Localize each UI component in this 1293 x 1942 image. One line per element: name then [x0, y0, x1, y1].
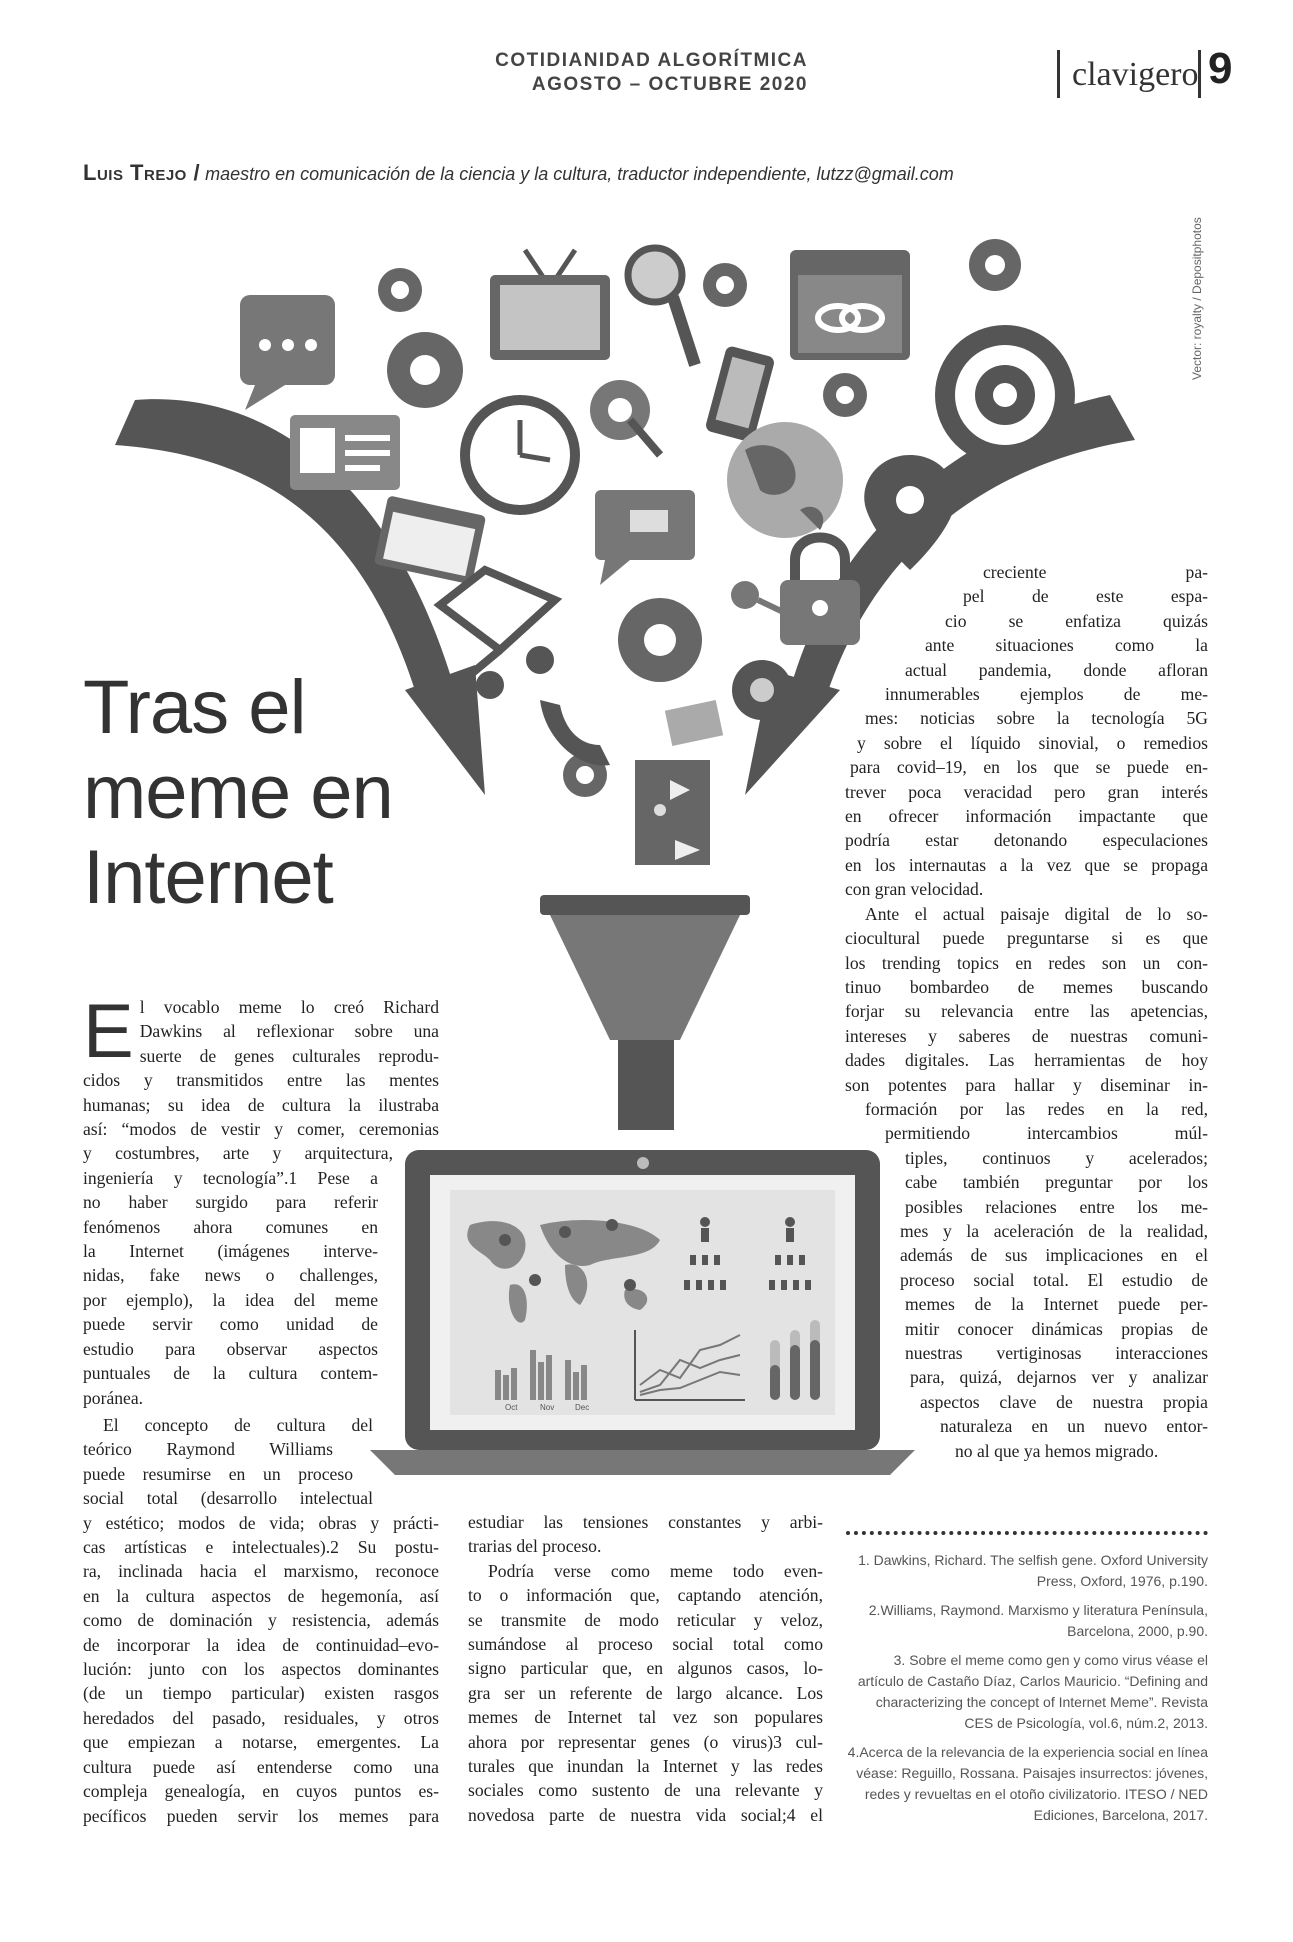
- text-line: sociales como sustento de una relevante y: [468, 1780, 823, 1801]
- image-file-icon: [635, 760, 710, 865]
- text-line: ciocultural puede preguntarse si es que: [845, 928, 1208, 949]
- text-line: así: “modos de vestir y comer, ceremonias: [83, 1119, 439, 1140]
- text-line: ahora por representar genes (o virus)3 cul-: [468, 1731, 823, 1752]
- text-line: nidas, fake news o challenges,: [83, 1265, 378, 1286]
- wrench-gear-icon: [590, 380, 660, 455]
- title-line: Tras el: [83, 665, 306, 750]
- text-line: compleja genealogía, en cuyos puntos es-: [83, 1781, 439, 1802]
- text-line: estudiar las tensiones constantes y arbi-: [468, 1512, 823, 1532]
- magnifier-icon: [628, 248, 695, 365]
- text-line: y sobre el líquido sinovial, o remedios: [857, 732, 1208, 753]
- text-line: innumerables ejemplos de me-: [885, 684, 1208, 705]
- text-line: posibles relaciones entre los me-: [905, 1196, 1208, 1217]
- text-line: memes de Internet tal vez son populares: [468, 1707, 823, 1728]
- text-line: gra ser un referente de largo alcance. Los: [468, 1682, 823, 1703]
- text-line: formación por las redes en la red,: [865, 1098, 1208, 1119]
- text-line: puede resumirse en un proceso: [83, 1463, 353, 1484]
- padlock-key-icon: [731, 538, 860, 646]
- text-line: que empiezan a notarse, emergentes. La: [83, 1732, 439, 1753]
- title-line: Internet: [83, 835, 333, 920]
- text-line: cas artísticas e intelectuales).2 Su postu-: [83, 1537, 439, 1558]
- text-line: podría estar detonando especulaciones: [845, 830, 1208, 851]
- image-credit: Vector: royalty / Depositphotos: [1190, 217, 1204, 380]
- text-line: forjar su relevancia entre las apetencias,: [845, 1001, 1208, 1022]
- author-name: Luis Trejo /: [83, 160, 201, 185]
- article-column-1: [83, 989, 439, 1410]
- text-line: Dawkins al reflexionar sobre una: [139, 1021, 439, 1042]
- cd-icon: [732, 660, 792, 720]
- text-line: (de un tiempo particular) existen rasgos: [83, 1683, 439, 1704]
- footnote-divider: [846, 1531, 1208, 1535]
- text-line: trever poca veracidad pero gran interés: [845, 781, 1208, 802]
- text-line: l vocablo meme lo creó Richard: [139, 997, 439, 1017]
- text-line: como de dominación y resistencia, además: [83, 1610, 439, 1631]
- text-line: signo particular que, en algunos casos, lo-: [468, 1658, 823, 1679]
- footnote-3: 3. Sobre el meme como gen y como virus véase el artículo de Castaño Díaz, Carlos Mauricio. “Defining and characterizing the concept of Internet Meme”. Revista CES de Psicología, vol.6, núm.2, 2013.: [857, 1652, 1208, 1731]
- brand-logo: clavigero: [1072, 56, 1199, 93]
- text-line: mes y la aceleración de la realidad,: [900, 1220, 1208, 1241]
- text-line: pecíficos pueden servir los memes para: [83, 1805, 439, 1826]
- text-line: y costumbres, arte y arquitectura,: [83, 1143, 393, 1164]
- text-line: la Internet (imágenes interve-: [83, 1241, 378, 1262]
- footnote-2: 2.Williams, Raymond. Marxismo y literatura Península, Barcelona, 2000, p.90.: [868, 1602, 1208, 1639]
- text-line: en los internautas a la vez que se propaga: [845, 854, 1208, 875]
- text-line: poránea.: [83, 1387, 144, 1408]
- phone-handset-icon: [540, 700, 610, 766]
- video-chat-icon: [595, 490, 695, 585]
- text-line: proceso social total. El estudio de: [900, 1269, 1208, 1290]
- text-line: to o información que, captando atención,: [468, 1585, 823, 1606]
- page-number: 9: [1208, 44, 1233, 93]
- funnel-icon: [540, 895, 750, 1130]
- text-line: social total (desarrollo intelectual: [83, 1488, 373, 1509]
- text-line: pel de este espa-: [963, 586, 1208, 607]
- text-line: cabe también preguntar por los: [905, 1172, 1208, 1193]
- text-line: creciente pa-: [983, 562, 1208, 582]
- text-line: son potentes para hallar y diseminar in-: [845, 1074, 1208, 1095]
- text-line: permitiendo intercambios múl-: [885, 1123, 1208, 1144]
- text-line: puntuales de la cultura contem-: [83, 1363, 378, 1384]
- footnote-4: 4.Acerca de la relevancia de la experiencia social en línea véase: Reguillo, Rossana. Paisajes insurrectos: jóvenes, redes y revueltas en el otoño civilizatorio. ITESO / NED Ediciones, Barcelona, 2017.: [847, 1744, 1208, 1823]
- text-line: se transmite de modo reticular y veloz,: [468, 1609, 823, 1630]
- issue-date: AGOSTO – OCTUBRE 2020: [531, 74, 808, 95]
- text-line: para, quizá, dejarnos ver y analizar: [910, 1367, 1208, 1388]
- text-line: fenómenos ahora comunes en: [83, 1216, 378, 1237]
- section-title: COTIDIANIDAD ALGORÍTMICA: [495, 50, 808, 71]
- target-icon: [935, 325, 1075, 465]
- text-line: lución: junto con los aspectos dominantes: [83, 1659, 439, 1680]
- article-title: [83, 665, 483, 920]
- text-line: heredados del pasado, residuales, y otros: [83, 1707, 439, 1728]
- chat-bubble-icon: [240, 295, 335, 410]
- text-line: de incorporar la idea de continuidad–evo-: [83, 1634, 439, 1655]
- article-column-3: [845, 560, 1208, 1463]
- chart-label-dec: Dec: [575, 1403, 590, 1412]
- text-line: tiples, continuos y acelerados;: [905, 1147, 1208, 1168]
- text-line: nuestras vertiginosas interacciones: [905, 1343, 1208, 1363]
- text-line: no al que ya hemos migrado.: [955, 1440, 1159, 1461]
- footnotes: [846, 1550, 1208, 1826]
- text-line: ra, inclinada hacia el marxismo, reconoce: [83, 1561, 439, 1582]
- text-line: no haber surgido para referir: [83, 1192, 378, 1213]
- text-line: tinuo bombardeo de memes buscando: [845, 976, 1208, 997]
- envelope-icon: [665, 700, 723, 746]
- text-line: trarias del proceso.: [468, 1536, 602, 1557]
- text-line: además de sus implicaciones en el: [900, 1245, 1208, 1266]
- text-line: para covid–19, en los que se puede en-: [850, 757, 1208, 778]
- text-line: actual pandemia, donde afloran: [905, 659, 1208, 680]
- text-line: El concepto de cultura del: [103, 1415, 373, 1435]
- text-line: dades digitales. Las herramientas de hoy: [845, 1050, 1208, 1071]
- text-line: ante situaciones como la: [925, 635, 1208, 656]
- author-description: maestro en comunicación de la ciencia y la cultura, traductor independiente, lutzz@gmail.com: [205, 164, 954, 184]
- text-line: suerte de genes culturales reprodu-: [139, 1045, 439, 1066]
- text-line: naturaleza en un nuevo entor-: [940, 1416, 1208, 1437]
- footnote-1: 1. Dawkins, Richard. The selfish gene. Oxford University Press, Oxford, 1976, p.190.: [858, 1552, 1208, 1589]
- text-line: por ejemplo), la idea del meme: [83, 1289, 378, 1310]
- text-line: sumándose al proceso social total como: [468, 1634, 823, 1655]
- text-line: en ofrecer información impactante que: [845, 806, 1208, 827]
- text-line: humanas; su idea de cultura la ilustraba: [83, 1094, 439, 1115]
- chart-label-nov: Nov: [540, 1403, 555, 1412]
- browser-link-icon: [790, 250, 910, 360]
- text-line: cultura puede así entenderse como una: [83, 1756, 439, 1777]
- title-line: meme en: [83, 750, 393, 835]
- text-line: cio se enfatiza quizás: [945, 610, 1208, 631]
- text-line: teórico Raymond Williams: [83, 1439, 333, 1460]
- text-line: y estético; modos de vida; obras y prácti-: [83, 1512, 439, 1533]
- text-line: Podría verse como meme todo even-: [488, 1560, 823, 1581]
- text-line: mes: noticias sobre la tecnología 5G: [865, 708, 1208, 729]
- text-line: aspectos clave de nuestra propia: [920, 1391, 1208, 1412]
- globe-icon: [727, 422, 843, 538]
- text-line: Ante el actual paisaje digital de lo so-: [865, 903, 1208, 924]
- clock-icon: [465, 400, 575, 510]
- text-line: turales que inundan la Internet y las redes: [468, 1756, 823, 1777]
- text-line: con gran velocidad.: [845, 879, 984, 900]
- article-column-2: [468, 1510, 823, 1827]
- text-line: ingeniería y tecnología”.1 Pese a: [83, 1167, 378, 1188]
- text-line: los trending topics en redes son un con-: [845, 952, 1208, 973]
- text-line: cidos y transmitidos entre las mentes: [83, 1070, 439, 1091]
- drop-cap: E: [83, 989, 134, 1074]
- text-line: memes de la Internet puede per-: [905, 1294, 1208, 1315]
- text-line: novedosa parte de nuestra vida social;4 el: [468, 1804, 823, 1825]
- tv-icon: [490, 250, 610, 360]
- text-line: estudio para observar aspectos: [83, 1338, 378, 1359]
- text-line: mitir conocer dinámicas propias de: [905, 1318, 1208, 1339]
- chart-label-oct: Oct: [505, 1403, 518, 1412]
- text-line: puede servir como unidad de: [83, 1314, 378, 1335]
- id-card-icon: [290, 415, 400, 490]
- text-line: en la cultura aspectos de hegemonía, así: [83, 1585, 439, 1606]
- text-line: intereses y saberes de nuestras comuni-: [845, 1025, 1208, 1046]
